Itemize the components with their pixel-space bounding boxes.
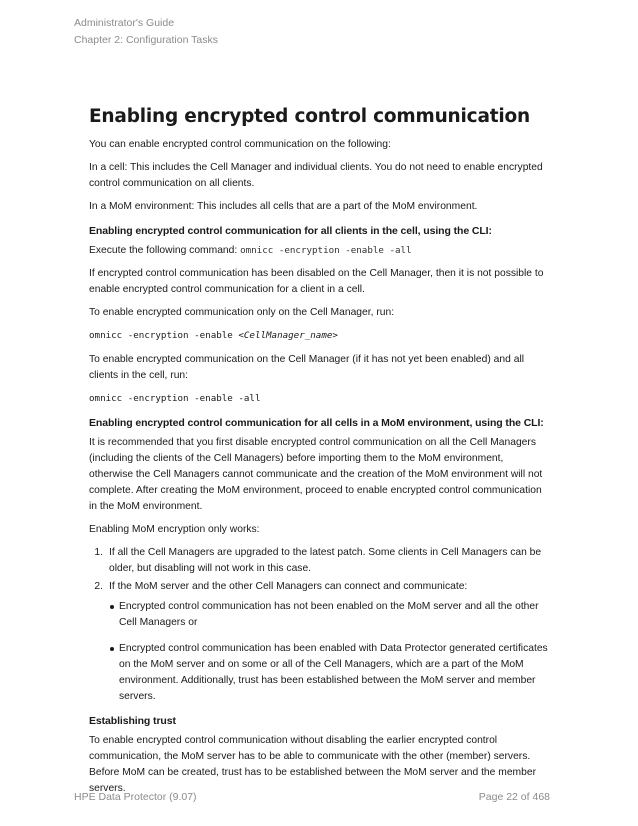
- list-number: 2.: [94, 581, 103, 592]
- code-block-cell-manager: [89, 328, 549, 344]
- bullet-text: Encrypted control communication has not been enabled on the MoM server and all the other Cell Managers or: [119, 601, 539, 628]
- bullet-item: [89, 641, 549, 705]
- bullet-icon: [110, 647, 114, 651]
- body-paragraph: To enable encrypted control communication without disabling the earlier encrypted control communication, the MoM server has to be able to communicate with the other (member) servers. Before MoM can be created, trust has to be established between the MoM server and the member servers.: [89, 735, 537, 794]
- intro-paragraph: In a MoM environment: This includes all cells that are a part of the MoM environment.: [89, 201, 478, 212]
- intro-paragraph: You can enable encrypted control communication on the following:: [89, 139, 391, 150]
- code-variable: CellManager_name: [243, 330, 333, 341]
- code-block-all-clients: omnicc -encryption -enable -all: [89, 393, 261, 404]
- chapter-title: Chapter 2: Configuration Tasks: [74, 34, 218, 46]
- numbered-list: [89, 545, 549, 595]
- intro-paragraph: In a cell: This includes the Cell Manager and individual clients. You do not need to enable encrypted control communication on all clients.: [89, 162, 543, 189]
- list-item-text: If all the Cell Managers are upgraded to the latest patch. Some clients in Cell Managers can be older, but disabling will not work in this case.: [109, 547, 542, 574]
- bullet-icon: [110, 605, 114, 609]
- code-text: omnicc -encryption -enable <: [89, 330, 244, 341]
- list-number: 1.: [94, 547, 103, 558]
- footer-product: HPE Data Protector (9.07): [74, 791, 197, 803]
- subsection-heading-mom: Enabling encrypted control communication for all cells in a MoM environment, using the CLI:: [89, 417, 544, 429]
- footer-page-number: Page 22 of 468: [478, 791, 550, 803]
- body-paragraph: It is recommended that you first disable encrypted control communication on all the Cell Managers (including the clients of the Cell Managers) before importing them to the MoM environment, otherwise the Cell Managers cannot communicate and the creation of the MoM environment will not complete. After creating the MoM environment, proceed to enable encrypted control communication in the MoM environment.: [89, 437, 543, 512]
- subsection-heading-clients: Enabling encrypted control communication for all clients in the cell, using the CLI:: [89, 225, 492, 237]
- body-paragraph: If encrypted control communication has been disabled on the Cell Manager, then it is not possible to enable encrypted control communication for a client in a cell.: [89, 268, 544, 295]
- list-item: [89, 579, 549, 595]
- bullet-text: Encrypted control communication has been enabled with Data Protector generated certificates on the MoM server and on some or all of the Cell Managers, which are a part of the MoM environment. Additionally, trust has been established between the MoM server and member servers.: [119, 643, 548, 702]
- execute-text: Execute the following command:: [89, 245, 241, 256]
- list-item: [89, 545, 549, 577]
- code-text: >: [332, 330, 338, 341]
- guide-title: Administrator's Guide: [74, 17, 175, 29]
- execute-paragraph: [89, 243, 549, 259]
- command-inline: omnicc -encryption -enable -all: [240, 245, 412, 256]
- page-content: [89, 106, 549, 804]
- subsection-heading-trust: Establishing trust: [89, 715, 176, 727]
- section-title: Enabling encrypted control communication: [89, 106, 530, 127]
- running-header: [74, 15, 218, 49]
- body-paragraph: Enabling MoM encryption only works:: [89, 524, 260, 535]
- bullet-item: [89, 599, 549, 631]
- list-item-text: If the MoM server and the other Cell Managers can connect and communicate:: [109, 581, 468, 592]
- body-paragraph: To enable encrypted communication on the Cell Manager (if it has not yet been enabled) and all clients in the cell, run:: [89, 354, 525, 381]
- body-paragraph: To enable encrypted communication only on the Cell Manager, run:: [89, 307, 395, 318]
- bullet-list: [89, 599, 549, 705]
